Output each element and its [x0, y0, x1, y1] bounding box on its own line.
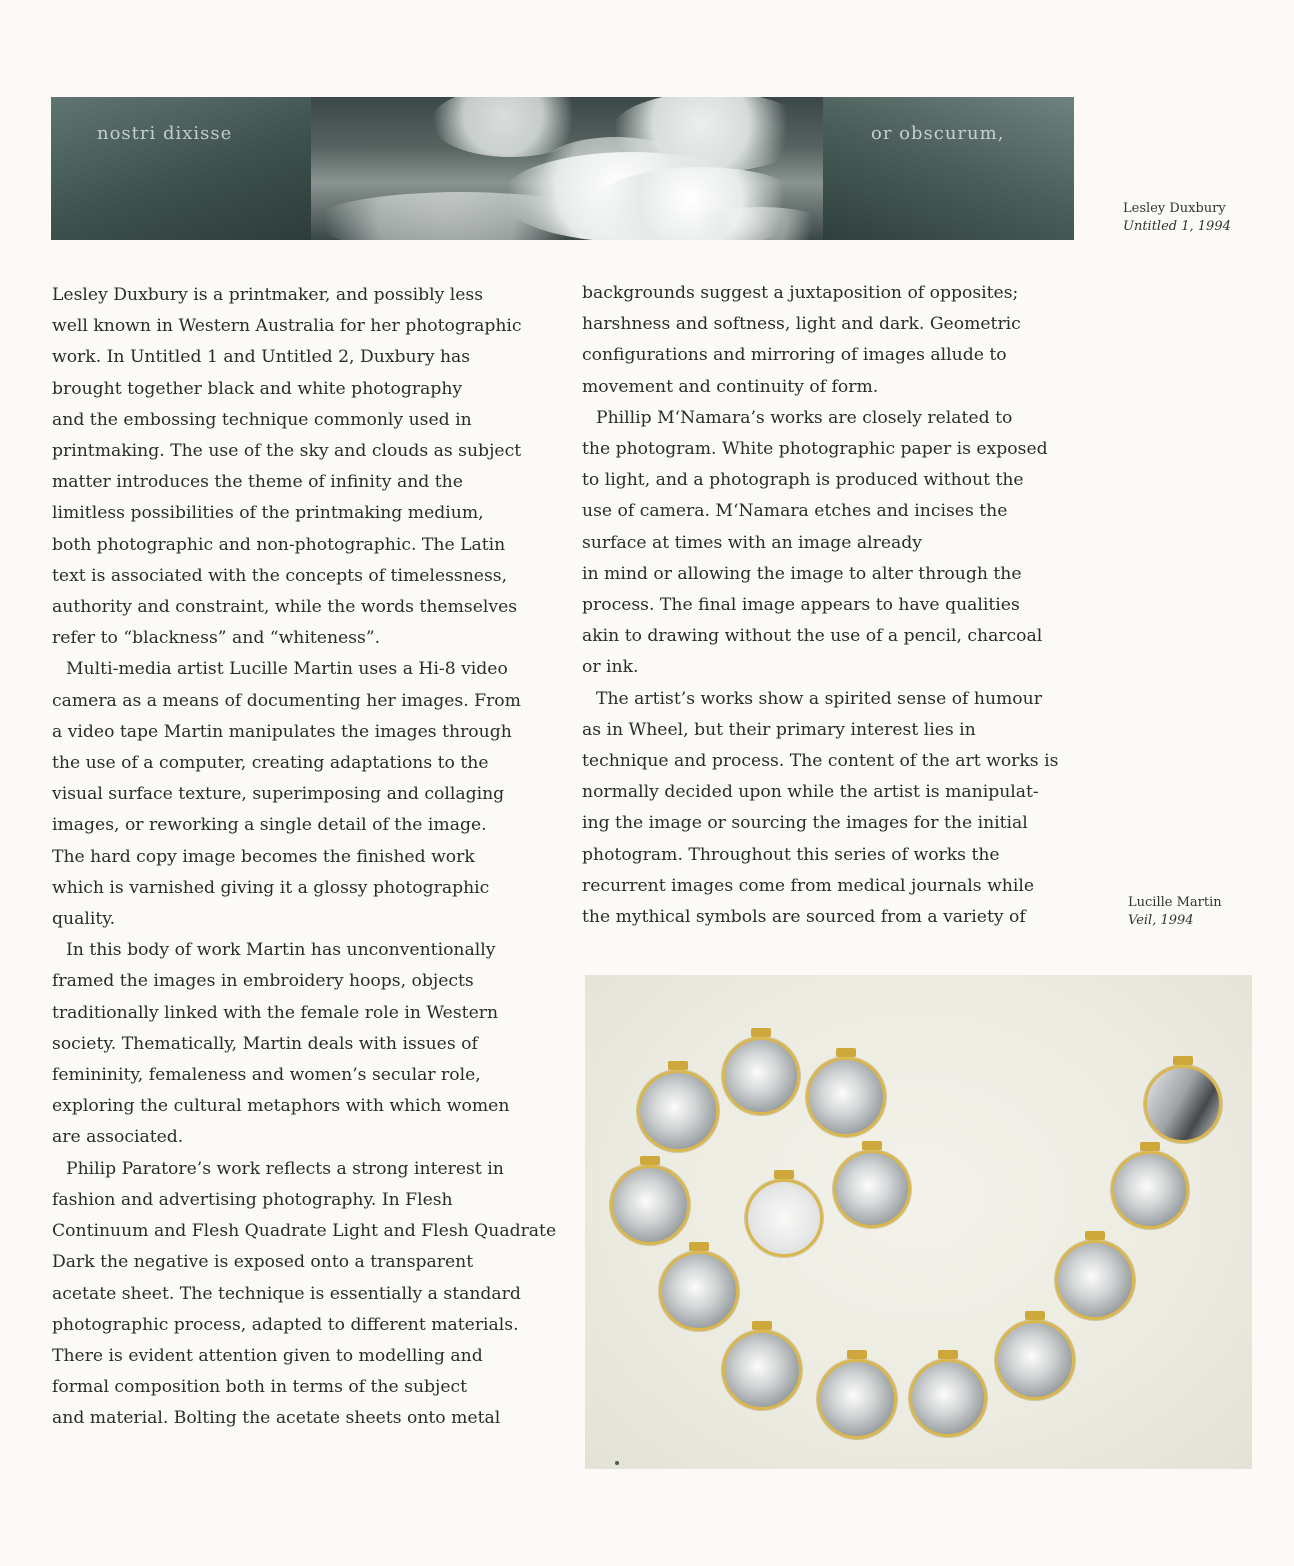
text-line: framed the images in embroidery hoops, objects: [52, 971, 474, 992]
embroidery-hoop: [806, 1057, 886, 1137]
embroidery-hoop: [722, 1037, 800, 1115]
article-column-left: [52, 280, 557, 1435]
text-line: both photographic and non-photographic. The Latin: [52, 534, 506, 555]
text-line: the mythical symbols are sourced from a variety of: [582, 907, 1026, 928]
text-line: Phillip M‘Namara’s works are closely related to: [596, 407, 1013, 428]
text-line: matter introduces the theme of infinity and the: [52, 472, 463, 493]
text-line: society. Thematically, Martin deals with issues of: [52, 1033, 478, 1054]
caption-artist: Lesley Duxbury: [1123, 201, 1226, 216]
text-line: printmaking. The use of the sky and clouds as subject: [52, 441, 522, 462]
article-column-right: [582, 278, 1078, 933]
text-line: acetate sheet. The technique is essentially a standard: [52, 1283, 521, 1304]
caption-work-title: Untitled 1, 1994: [1123, 219, 1231, 234]
text-line: brought together black and white photography: [52, 378, 463, 399]
text-line: In this body of work Martin has unconventionally: [66, 940, 496, 961]
embroidery-hoop: [745, 1179, 823, 1257]
text-line: quality.: [52, 909, 116, 930]
text-line: photogram. Throughout this series of works the: [582, 844, 1000, 865]
text-line: technique and process. The content of the art works is: [582, 751, 1059, 772]
caption-martin: [1128, 894, 1222, 930]
text-line: fashion and advertising photography. In Flesh: [52, 1189, 453, 1210]
text-line: visual surface texture, superimposing and collaging: [52, 784, 505, 805]
text-line: femininity, femaleness and women’s secular role,: [52, 1065, 481, 1086]
text-line: Continuum and Flesh Quadrate Light and Flesh Quadrate: [52, 1221, 557, 1242]
text-line: exploring the cultural metaphors with which women: [52, 1096, 510, 1117]
banner-image-untitled-1: [51, 97, 1074, 240]
text-line: Dark the negative is exposed onto a transparent: [52, 1252, 474, 1273]
text-line: use of camera. M‘Namara etches and incises the: [582, 501, 1008, 522]
embroidery-hoop: [722, 1330, 802, 1410]
text-line: Lesley Duxbury is a printmaker, and possibly less: [52, 285, 484, 305]
banner-panel-right: [823, 97, 1074, 240]
text-line: Philip Paratore’s work reflects a strong interest in: [66, 1158, 504, 1179]
text-line: camera as a means of documenting her images. From: [52, 690, 521, 711]
text-line: Multi-media artist Lucille Martin uses a Hi-8 video: [66, 659, 508, 680]
embroidery-hoop: [1055, 1240, 1135, 1320]
text-line: recurrent images come from medical journals while: [582, 875, 1035, 896]
embroidery-hoop: [995, 1320, 1075, 1400]
text-line: and the embossing technique commonly used in: [52, 409, 472, 430]
text-line: photographic process, adapted to different materials.: [52, 1314, 519, 1335]
text-line: surface at times with an image already: [582, 532, 922, 553]
text-line: well known in Western Australia for her photographic: [52, 316, 522, 337]
embroidery-hoop: [1111, 1151, 1189, 1229]
text-line: There is evident attention given to modelling and: [52, 1345, 483, 1366]
text-line: in mind or allowing the image to alter through the: [582, 563, 1022, 584]
caption-work-title: Veil, 1994: [1128, 913, 1194, 928]
embroidery-hoop: [610, 1165, 690, 1245]
embroidery-hoop: [1144, 1065, 1222, 1143]
speck: [615, 1461, 619, 1465]
text-line: as in Wheel, but their primary interest lies in: [582, 719, 976, 740]
banner-latin-text-left: nostri dixisse: [97, 123, 233, 144]
text-line: akin to drawing without the use of a pencil, charcoal: [582, 626, 1043, 647]
text-line: The artist’s works show a spirited sense of humour: [596, 688, 1042, 709]
embroidery-hoop: [659, 1251, 739, 1331]
embroidery-hoop: [817, 1359, 897, 1439]
embroidery-hoop: [637, 1070, 719, 1152]
caption-artist: Lucille Martin: [1128, 895, 1222, 910]
banner-panel-clouds: [311, 97, 823, 240]
text-line: normally decided upon while the artist is manipulat-: [582, 782, 1039, 803]
text-line: and material. Bolting the acetate sheets onto metal: [52, 1408, 501, 1429]
photo-veil-embroidery-hoops: [585, 975, 1252, 1469]
text-line: The hard copy image becomes the finished work: [52, 846, 475, 867]
text-line: images, or reworking a single detail of the image.: [52, 815, 487, 836]
text-line: limitless possibilities of the printmaking medium,: [52, 503, 484, 524]
text-line: text is associated with the concepts of timelessness,: [52, 565, 508, 586]
text-line: authority and constraint, while the words themselves: [52, 597, 518, 618]
text-line: which is varnished giving it a glossy photographic: [52, 877, 490, 898]
embroidery-hoop: [833, 1150, 911, 1228]
embroidery-hoop: [909, 1359, 987, 1437]
text-line: movement and continuity of form.: [582, 376, 879, 397]
text-line: configurations and mirroring of images allude to: [582, 345, 1007, 366]
text-line: formal composition both in terms of the subject: [52, 1377, 468, 1398]
text-line: process. The final image appears to have qualities: [582, 595, 1020, 616]
text-line: work. In Untitled 1 and Untitled 2, Duxbury has: [52, 347, 471, 368]
text-line: harshness and softness, light and dark. Geometric: [582, 314, 1021, 335]
text-line: a video tape Martin manipulates the images through: [52, 721, 512, 742]
banner-panel-left: [51, 97, 311, 240]
caption-duxbury: [1123, 200, 1231, 236]
text-line: refer to “blackness” and “whiteness”.: [52, 628, 381, 649]
text-line: the photogram. White photographic paper is exposed: [582, 439, 1048, 460]
text-line: the use of a computer, creating adaptations to the: [52, 753, 489, 774]
text-line: traditionally linked with the female role in Western: [52, 1002, 499, 1023]
banner-latin-text-right: or obscurum,: [871, 123, 1005, 144]
text-line: to light, and a photograph is produced without the: [582, 470, 1024, 491]
text-line: backgrounds suggest a juxtaposition of opposites;: [582, 283, 1019, 303]
text-line: ing the image or sourcing the images for the initial: [582, 813, 1028, 834]
text-line: are associated.: [52, 1127, 184, 1148]
text-line: or ink.: [582, 657, 639, 678]
